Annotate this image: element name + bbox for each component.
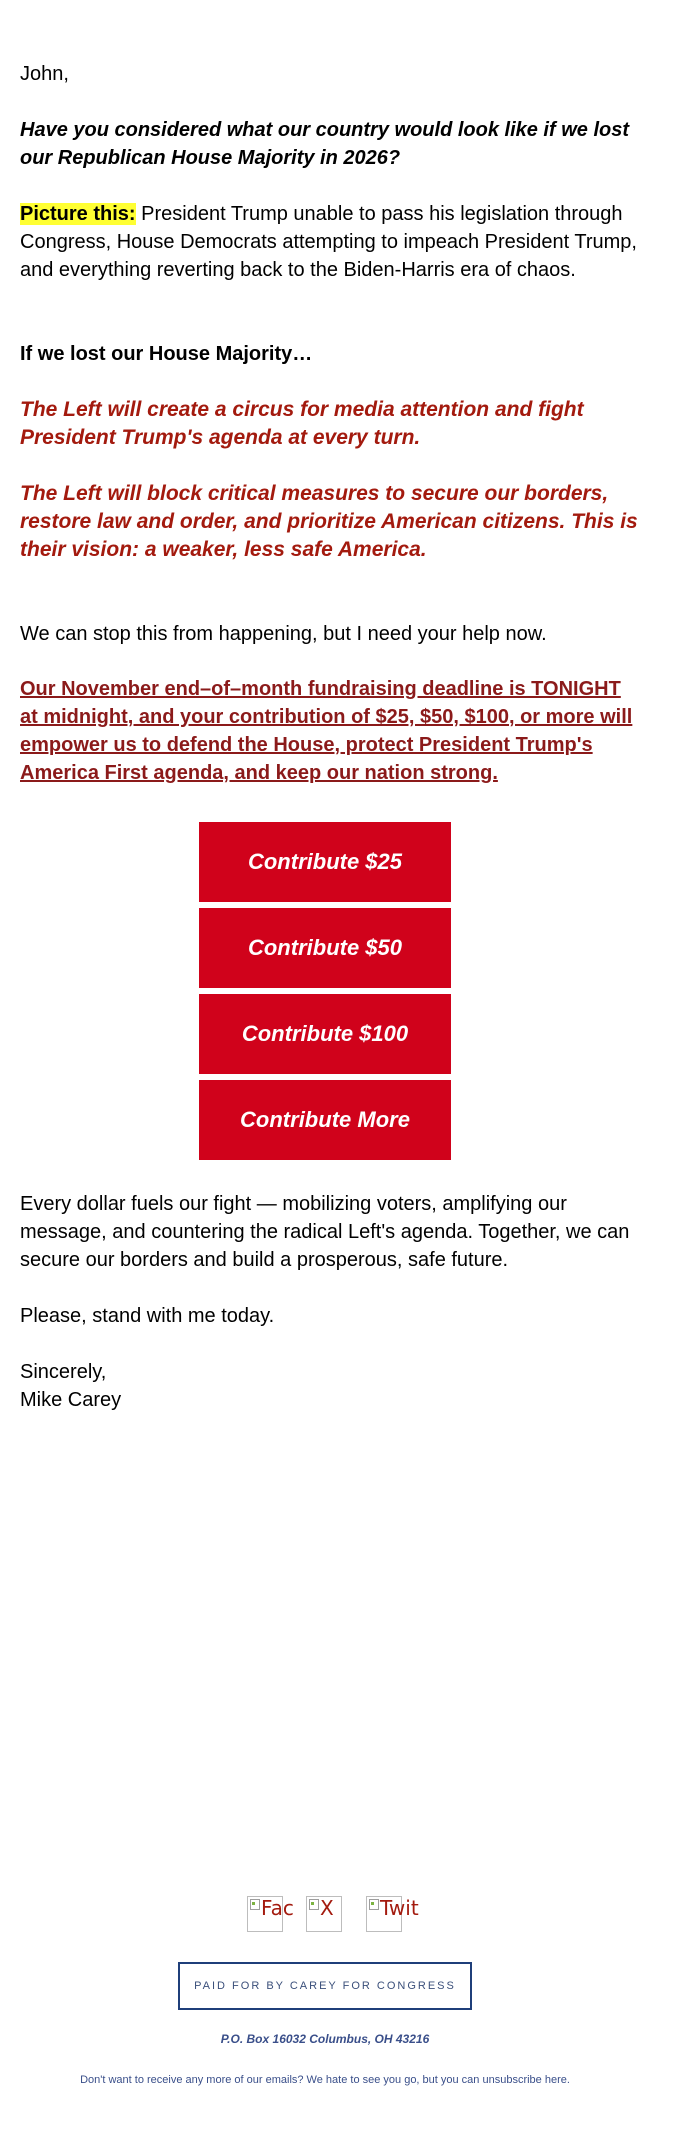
deadline-link[interactable]: Our November end–of–month fundraising deadline is TONIGHT at midnight, and your contribution of $25, $50, $100, or more will empower us to defend the House, protect President Trump's America First agenda, and keep our nation strong. bbox=[20, 678, 633, 784]
signer-name: Mike Carey bbox=[20, 1389, 122, 1411]
twitter-icon[interactable] bbox=[366, 1896, 419, 1932]
picture-this-text: President Trump unable to pass his legislation through Congress, House Democrats attempting to impeach President Trump, and everything reverting back to the Biden-Harris era of chaos. bbox=[20, 203, 637, 281]
twitter-alt-text: Twit bbox=[380, 1896, 419, 1920]
if-lost-heading: If we lost our House Majority… bbox=[20, 343, 313, 365]
stand-with-me: Please, stand with me today. bbox=[20, 1305, 275, 1327]
broken-image-icon bbox=[369, 1899, 379, 1910]
warning-block-measures: The Left will block critical measures to secure our borders, restore law and order, and prioritize American citizens. This is their vision: a weaker, less safe America. bbox=[20, 482, 638, 561]
picture-this-paragraph bbox=[20, 200, 640, 284]
x-alt-text: X bbox=[320, 1896, 334, 1920]
facebook-icon[interactable] bbox=[247, 1896, 294, 1932]
sign-off: Sincerely, bbox=[20, 1361, 107, 1383]
contribute-25-button[interactable]: Contribute $25 bbox=[199, 822, 451, 902]
broken-image-icon bbox=[250, 1899, 260, 1910]
contribute-50-button[interactable]: Contribute $50 bbox=[199, 908, 451, 988]
every-dollar-paragraph: Every dollar fuels our fight — mobilizing voters, amplifying our message, and countering the radical Left's agenda. Together, we can secure our borders and build a prosperous, safe future. bbox=[20, 1193, 630, 1271]
contribute-more-button[interactable]: Contribute More bbox=[199, 1080, 451, 1160]
picture-this-highlight: Picture this: bbox=[20, 203, 136, 225]
broken-image-icon bbox=[309, 1899, 319, 1910]
paid-for-disclaimer: PAID FOR BY CAREY FOR CONGRESS bbox=[178, 1962, 472, 2010]
x-icon[interactable] bbox=[306, 1896, 342, 1932]
unsubscribe-link[interactable]: Don't want to receive any more of our emails? We hate to see you go, but you can unsubscribe here. bbox=[80, 2074, 570, 2086]
greeting: John, bbox=[20, 63, 69, 85]
facebook-alt-text: Fac bbox=[261, 1896, 294, 1920]
help-request: We can stop this from happening, but I need your help now. bbox=[20, 623, 547, 645]
warning-circus: The Left will create a circus for media attention and fight President Trump's agenda at every turn. bbox=[20, 398, 584, 449]
contribute-100-button[interactable]: Contribute $100 bbox=[199, 994, 451, 1074]
mailing-address: P.O. Box 16032 Columbus, OH 43216 bbox=[220, 2032, 430, 2046]
unsubscribe-notice bbox=[0, 2074, 650, 2086]
opening-question: Have you considered what our country would look like if we lost our Republican House Majority in 2026? bbox=[20, 119, 629, 169]
